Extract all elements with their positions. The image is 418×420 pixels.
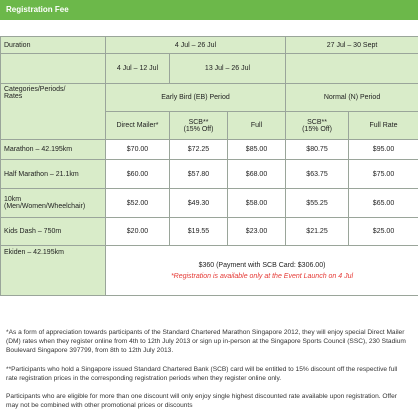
cell-scb-n: $21.25 bbox=[286, 218, 349, 246]
cell-full-eb: $58.00 bbox=[228, 189, 286, 218]
cell-full-n: $25.00 bbox=[349, 218, 418, 246]
cell-scb-n: $55.25 bbox=[286, 189, 349, 218]
ekiden-cell bbox=[106, 246, 418, 296]
cell-full-n: $75.00 bbox=[349, 160, 418, 189]
cell-dm: $70.00 bbox=[106, 140, 170, 160]
cell-dm: $60.00 bbox=[106, 160, 170, 189]
cell-scb-eb: $57.80 bbox=[170, 160, 228, 189]
categories-label: Categories/Periods/ Rates bbox=[1, 84, 106, 140]
fee-table bbox=[0, 36, 418, 296]
cell-dm: $20.00 bbox=[106, 218, 170, 246]
cell-scb-eb: $19.55 bbox=[170, 218, 228, 246]
eb-period-label: Early Bird (EB) Period bbox=[106, 84, 286, 112]
cell-dm: $52.00 bbox=[106, 189, 170, 218]
col-full-eb: Full bbox=[228, 112, 286, 140]
ekiden-note: *Registration is available only at the Event Launch on 4 Jul bbox=[170, 272, 354, 280]
duration-label: Duration bbox=[1, 37, 106, 54]
cell-scb-n: $63.75 bbox=[286, 160, 349, 189]
cell-scb-n: $80.75 bbox=[286, 140, 349, 160]
footnote-discount: Participants who are eligible for more than one discount will only enjoy single highest discounted rate available upon registration. Offer may not be combined with other promotional prices or discounts bbox=[6, 393, 397, 409]
ekiden-price: $360 (Payment with SCB Card: $306.00) bbox=[198, 261, 326, 269]
cell-scb-eb: $72.25 bbox=[170, 140, 228, 160]
n-sub-blank bbox=[286, 54, 418, 84]
row-category: Half Marathon – 21.1km bbox=[1, 160, 106, 189]
table-row bbox=[1, 218, 418, 246]
table-row bbox=[1, 140, 418, 160]
row-category: Marathon – 42.195km bbox=[1, 140, 106, 160]
eb-sub-range-2: 13 Jul – 26 Jul bbox=[170, 54, 286, 84]
duration-blank bbox=[1, 54, 106, 84]
row-category: Ekiden – 42.195km bbox=[1, 246, 106, 296]
n-range: 27 Jul – 30 Sept bbox=[286, 37, 418, 54]
row-category: Kids Dash – 750m bbox=[1, 218, 106, 246]
row-category: 10km (Men/Women/Wheelchair) bbox=[1, 189, 106, 218]
cell-full-eb: $85.00 bbox=[228, 140, 286, 160]
cell-full-eb: $23.00 bbox=[228, 218, 286, 246]
n-period-label: Normal (N) Period bbox=[286, 84, 418, 112]
table-row bbox=[1, 246, 418, 296]
eb-range: 4 Jul – 26 Jul bbox=[106, 37, 286, 54]
table-row bbox=[1, 160, 418, 189]
table-row bbox=[1, 189, 418, 218]
col-direct-mailer: Direct Mailer* bbox=[106, 112, 170, 140]
cell-scb-eb: $49.30 bbox=[170, 189, 228, 218]
col-scb-eb: SCB** (15% Off) bbox=[170, 112, 228, 140]
cell-full-n: $95.00 bbox=[349, 140, 418, 160]
col-full-rate: Full Rate bbox=[349, 112, 418, 140]
footnote-dm: *As a form of appreciation towards participants of the Standard Chartered Marathon Singapore 2012, they will enjoy special Direct Mailer (DM) rates when they register online from 4th to 12th July 2013 or sign up in-person at the Singapore Sports Council (SSC), 230 Stadium Boulevard Singapore 397799, from 8th to 12th July 2013. bbox=[6, 329, 406, 354]
footnote-scb: **Participants who hold a Singapore issued Standard Chartered Bank (SCB) card will be entitled to 15% discount off the respective full rate registration prices in the corresponding registration periods when they register online only. bbox=[6, 366, 398, 382]
cell-full-n: $65.00 bbox=[349, 189, 418, 218]
eb-sub-range-1: 4 Jul – 12 Jul bbox=[106, 54, 170, 84]
section-header: Registration Fee bbox=[0, 0, 418, 20]
cell-full-eb: $68.00 bbox=[228, 160, 286, 189]
col-scb-n: SCB** (15% Off) bbox=[286, 112, 349, 140]
